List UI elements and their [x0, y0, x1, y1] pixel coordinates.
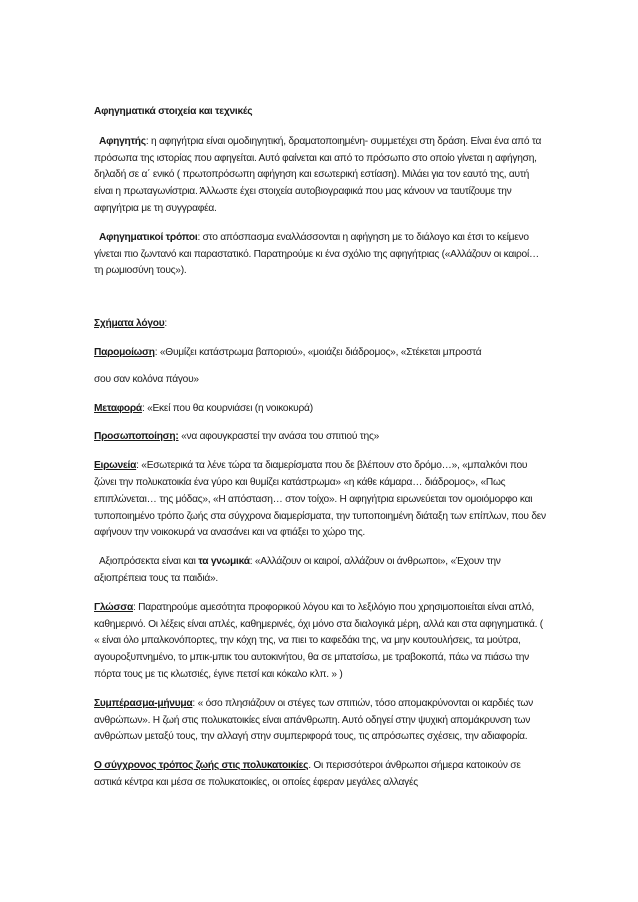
text-gnomic: : «Αλλάζουν οι καιροί, αλλάζουν οι άνθρωποι», «Έχουν την αξιοπρέπεια τους τα παιδιά». [94, 556, 501, 584]
text-modern-life: . Οι περισσότεροι άνθρωποι σήμερα κατοικούν σε αστικά κέντρα και μέσα σε πολυκατοικίες, οι οποίες έφεραν μεγάλες αλλαγές [94, 760, 521, 788]
term-gnomic: τα γνωμικά [198, 556, 250, 568]
paragraph-narrator [94, 134, 546, 218]
text-personification: «να αφουγκραστεί την ανάσα του σπιτιού της» [178, 431, 380, 443]
paragraph-metaphor [94, 401, 546, 418]
text-modes: : στο απόσπασμα εναλλάσσονται η αφήγηση με το διάλογο και έτσι το κείμενο γίνεται πιο ζωντανό και παραστατικό. Παρατηρούμε κι ένα σχόλιο της αφηγήτριας («Αλλάζουν οι καιροί…τη ρωμιοσύνη τους»). [94, 231, 539, 277]
paragraph-simile-cont [94, 372, 546, 389]
figures-colon: : [164, 318, 167, 330]
document-body [94, 104, 546, 804]
text-metaphor: : «Εκεί που θα κουρνιάσει (η νοικοκυρά) [141, 402, 313, 414]
term-conclusion: Συμπέρασμα-μήνυμα [94, 697, 193, 709]
prefix-gnomic: Αξιοπρόσεκτα είναι και [99, 556, 199, 568]
text-conclusion: : « όσο πλησιάζουν οι στέγες των σπιτιών, τόσο απομακρύνονται οι καρδιές των ανθρώπων». Η ζωή στις πολυκατοικίες είναι απάνθρωπη. Αυτό οδηγεί στην ψυχική απομάκρυνση των ανθρώπων μεταξύ τους, την αλλαγή στην συμπεριφορά τους, τις απρόσωπες σχέσεις, την αδιαφορία. [94, 697, 533, 743]
text-simile-1: : «Θυμίζει κατάστρωμα βαποριού», «μοιάζει διάδρομος», «Στέκεται μπροστά [154, 346, 482, 358]
paragraph-gnomic [94, 554, 546, 588]
term-irony: Ειρωνεία [94, 460, 137, 472]
term-narrator: Αφηγητής [99, 135, 146, 147]
paragraph-simile [94, 345, 546, 362]
term-figures: Σχήματα λόγου [94, 318, 165, 330]
figures-heading [94, 316, 546, 333]
text-simile-2: σου σαν κολόνα πάγου» [94, 373, 199, 385]
term-modes: Αφηγηματικοί τρόποι [99, 231, 198, 243]
paragraph-conclusion [94, 696, 546, 746]
paragraph-modes [94, 230, 546, 280]
paragraph-irony [94, 458, 546, 542]
section-heading: Αφηγηματικά στοιχεία και τεχνικές [94, 106, 253, 117]
paragraph-modern-life [94, 758, 546, 792]
term-simile: Παρομοίωση [94, 346, 155, 358]
text-irony: : «Εσωτερικά τα λένε τώρα τα διαμερίσματα που δε βλέπουν στο δρόμο…», «μπαλκόνι που ζώνει την πολυκατοικία ένα γύρο και θυμίζει κατάστρωμα» «η κάθε κάμαρα… διάδρομος», «Πως επιπλώνεται… της μόδας», «Η απόσταση… στον τοίχο». Η αφηγήτρια ειρωνεύεται τον ομοιόμορφο και τυποποιημένο τρόπο ζωής στα σύγχρονα διαμερίσματα, την τυποποιημένη διάταξη των επίπλων, που δεν αφήνουν την νοικοκυρά να ανασάνει και να φτιάξει το χώρο της. [94, 460, 546, 539]
term-personification: Προσωποποίηση: [94, 431, 179, 443]
paragraph-language [94, 600, 546, 684]
text-language: : Παρατηρούμε αμεσότητα προφορικού λόγου και το λεξιλόγιο που χρησιμοποιείται είναι απλό, καθημερινό. Οι λέξεις είναι απλές, καθημερινές, όχι μόνο στα διαλογικά μέρη, αλλά και στα αφηγηματικά. ( « είναι όλο μπαλκονόπορτες, την κόχη της, να πιει το καφεδάκι της, να μην κουτουλήσεις, τα μούτρα, αγουροξυπνημένο, το μπικ-μπικ του αυτοκινήτου, θα σε μπατσίσω, με τραβοκοπά, πάω να πιάσω την πόρτα τους με τις κλωτσιές, έγινε πετσί και κόκαλο κλπ. » ) [94, 601, 543, 680]
term-metaphor: Μεταφορά [94, 402, 142, 414]
paragraph-personification [94, 429, 546, 446]
text-narrator: : η αφηγήτρια είναι ομοδιηγητική, δραματοποιημένη- συμμετέχει στη δράση. Είναι ένα από τα πρόσωπα της ιστορίας που αφηγείται. Αυτό φαίνεται και από το πρόσωπο στο οποίο γίνεται η αφήγηση, δηλαδή σε α΄ ενικό ( πρωτοπρόσωπη αφήγηση και εσωτερική εστίαση). Μιλάει για τον εαυτό της, αυτή είναι η πρωταγωνίστρια. Άλλωστε έχει στοιχεία αυτοβιογραφικά που μας κάνουν να ταυτίζουμε την αφηγήτρια με τη συγγραφέα. [94, 135, 542, 214]
term-modern-life: Ο σύγχρονος τρόπος ζωής στις πολυκατοικίες [94, 760, 309, 772]
term-language: Γλώσσα [94, 601, 133, 613]
